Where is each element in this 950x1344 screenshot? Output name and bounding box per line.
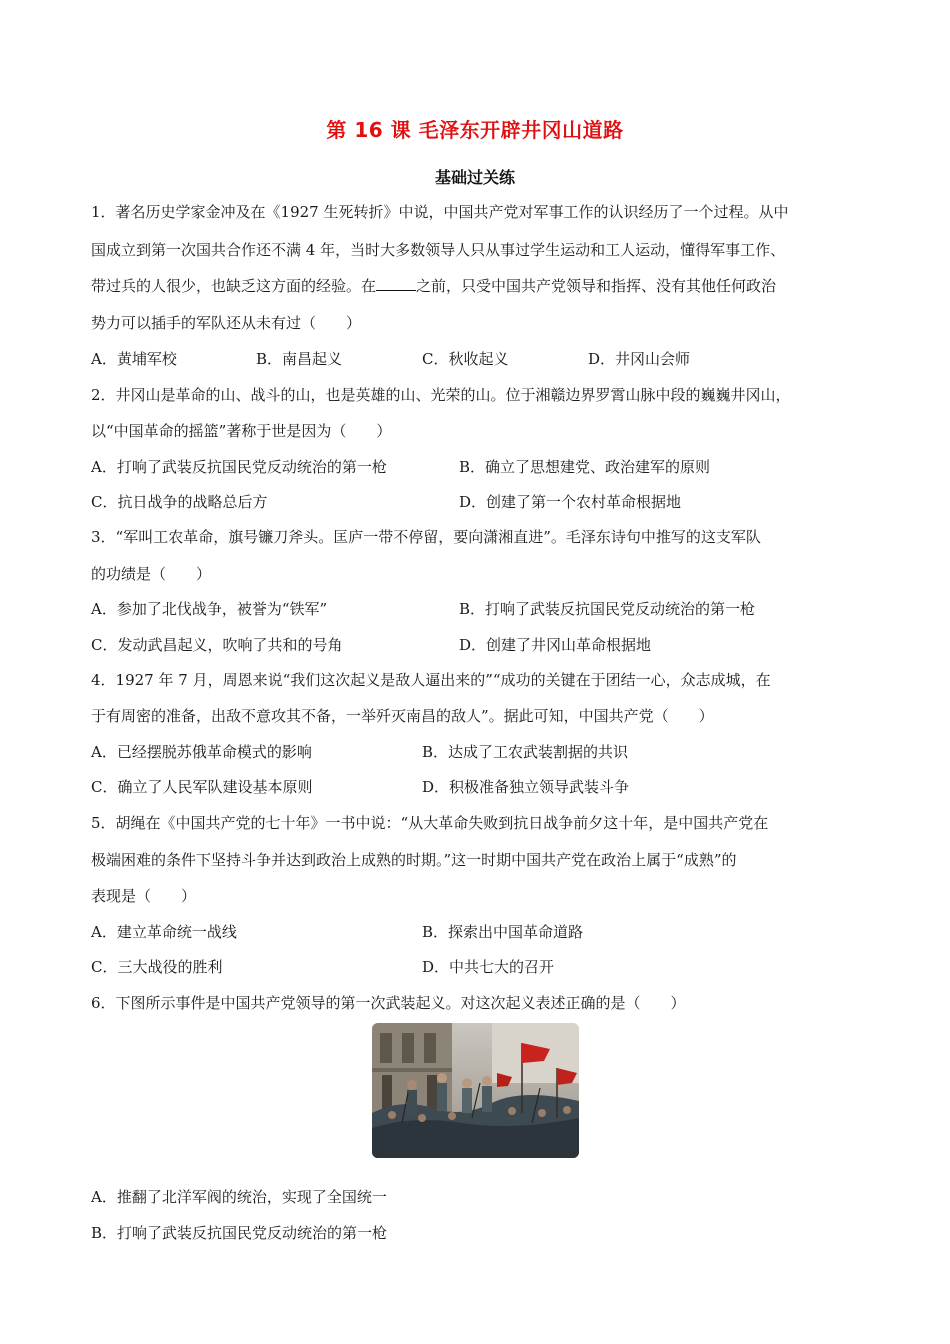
q1-stem-line-4: 势力可以插手的军队还从未有过（ ） (91, 314, 362, 332)
q5-option-b: B．探索出中国革命道路 (422, 923, 584, 941)
q2-option-c: C．抗日战争的战略总后方 (91, 493, 268, 511)
q5-stem-line-1: 5．胡绳在《中国共产党的七十年》一书中说：“从大革命失败到抗日战争前夕这十年，是中国共产党在 (91, 814, 769, 832)
q5-stem-line-2: 极端困难的条件下坚持斗争并达到政治上成熟的时期。”这一时期中国共产党在政治上属于“成熟”的 (91, 851, 737, 869)
q4-stem-line-1: 4．1927 年 7 月，周恩来说“我们这次起义是敌人逼出来的”“成功的关键在于团结一心，众志成城，在 (91, 671, 771, 689)
q1-stem-line-2: 国成立到第一次国共合作还不满 4 年，当时大多数领导人只从事过学生运动和工人运动，懂得军事工作、 (91, 241, 786, 259)
q3-option-d: D．创建了井冈山革命根据地 (459, 636, 652, 654)
q1-stem-line-1: 1．著名历史学家金冲及在《1927 生死转折》中说，中国共产党对军事工作的认识经历了一个过程。从中 (91, 203, 789, 221)
q3-stem-line-2: 的功绩是（ ） (91, 565, 212, 583)
lesson-title: 第 16 课 毛泽东开辟井冈山道路 (326, 118, 624, 142)
q3-option-c: C．发动武昌起义，吹响了共和的号角 (91, 636, 343, 654)
q3-option-a: A．参加了北伐战争，被誉为“铁军” (91, 600, 328, 618)
q5-option-c: C．三大战役的胜利 (91, 958, 223, 976)
uprising-painting (372, 1023, 579, 1158)
q4-option-a: A．已经摆脱苏俄革命模式的影响 (91, 743, 312, 761)
fill-blank (376, 276, 416, 291)
q1-option-d: D．井冈山会师 (588, 350, 691, 368)
q6-option-b: B．打响了武装反抗国民党反动统治的第一枪 (91, 1224, 388, 1242)
q4-option-b: B．达成了工农武装割据的共识 (422, 743, 629, 761)
q4-option-d: D．积极准备独立领导武装斗争 (422, 778, 630, 796)
q1-stem-line-3 (91, 276, 776, 296)
q5-option-d: D．中共七大的召开 (422, 958, 555, 976)
painting-illustration (372, 1023, 579, 1158)
q1-stem-line-3b: 之前，只受中国共产党领导和指挥、没有其他任何政治 (416, 277, 777, 295)
q5-option-a: A．建立革命统一战线 (91, 923, 237, 941)
q1-option-a: A．黄埔军校 (91, 350, 177, 368)
q4-option-c: C．确立了人民军队建设基本原则 (91, 778, 313, 796)
q1-option-b: B．南昌起义 (256, 350, 343, 368)
q5-stem-line-3: 表现是（ ） (91, 887, 197, 905)
q3-option-b: B．打响了武装反抗国民党反动统治的第一枪 (459, 600, 756, 618)
section-heading: 基础过关练 (434, 168, 515, 187)
q2-stem-line-2: 以“中国革命的摇篮”著称于世是因为（ ） (91, 422, 392, 440)
q2-option-b: B．确立了思想建党、政治建军的原则 (459, 458, 711, 476)
q6-option-a: A．推翻了北洋军阀的统治，实现了全国统一 (91, 1188, 387, 1206)
q1-option-c: C．秋收起义 (422, 350, 509, 368)
q4-stem-line-2: 于有周密的准备，出敌不意攻其不备，一举歼灭南昌的敌人”。据此可知，中国共产党（ ） (91, 707, 714, 725)
q3-stem-line-1: 3．“军叫工农革命，旗号镰刀斧头。匡庐一带不停留，要向潇湘直进”。毛泽东诗句中推写的这支军队 (91, 528, 761, 546)
q1-stem-line-3a: 带过兵的人很少，也缺乏这方面的经验。在 (91, 277, 377, 295)
q2-stem-line-1: 2．井冈山是革命的山、战斗的山，也是英雄的山、光荣的山。位于湘赣边界罗霄山脉中段的巍巍井冈山， (91, 386, 791, 404)
q2-option-d: D．创建了第一个农村革命根据地 (459, 493, 682, 511)
q2-option-a: A．打响了武装反抗国民党反动统治的第一枪 (91, 458, 387, 476)
q6-stem-line-1: 6．下图所示事件是中国共产党领导的第一次武装起义。对这次起义表述正确的是（ ） (91, 994, 686, 1012)
